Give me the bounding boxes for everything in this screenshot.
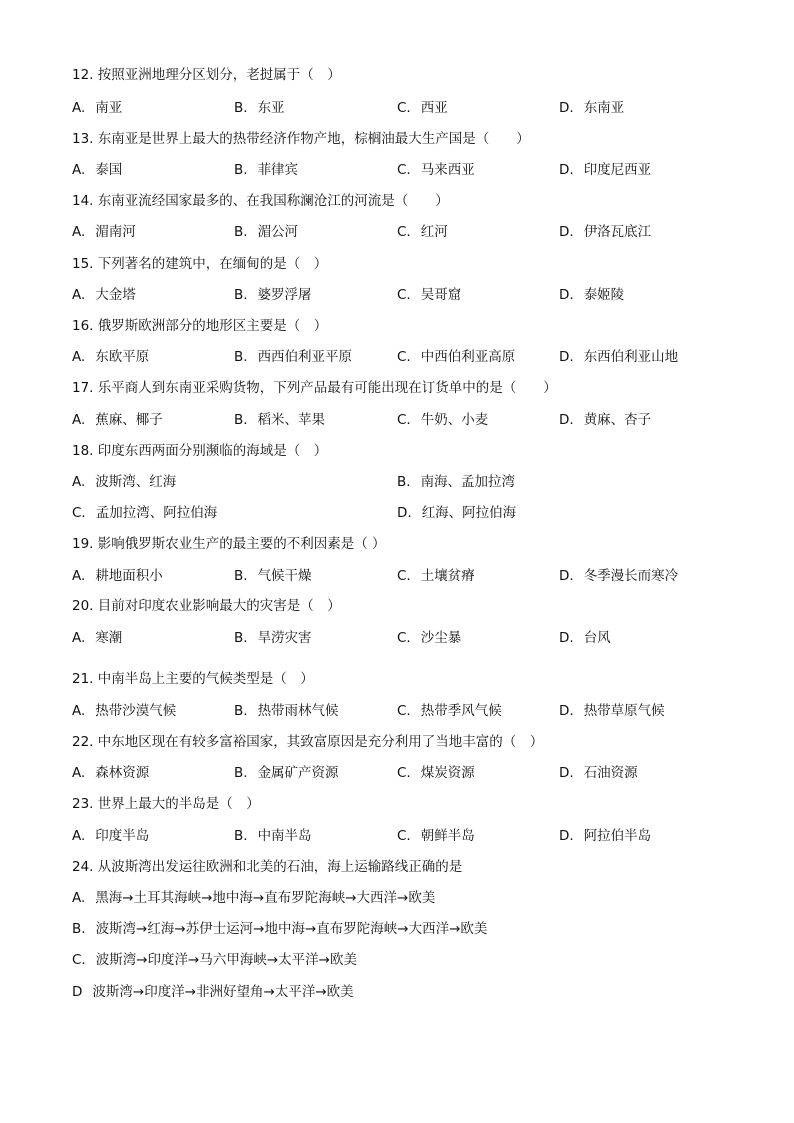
option-a: A. 大金塔	[72, 287, 136, 303]
option-a: A. 东欧平原	[72, 349, 150, 365]
question-19-options	[72, 567, 732, 585]
option-c: C. 红河	[397, 224, 448, 240]
question-20-options	[72, 629, 732, 647]
option-b: B. 稻米、苹果	[234, 412, 326, 428]
option-d: D. 阿拉伯半岛	[559, 828, 652, 844]
option-c: C. 吴哥窟	[397, 287, 462, 303]
question-20-stem: 20. 目前对印度农业影响最大的灾害是（ ）	[72, 598, 341, 614]
question-24-stem: 24. 从波斯湾出发运往欧洲和北美的石油，海上运输路线正确的是	[72, 859, 463, 875]
option-c: C. 朝鲜半岛	[397, 828, 475, 844]
option-a: A. 黑海→土耳其海峡→地中海→直布罗陀海峡→大西洋→欧美	[72, 890, 436, 906]
question-21-stem: 21. 中南半岛上主要的气候类型是（ ）	[72, 671, 314, 687]
option-a: A. 波斯湾、红海	[72, 474, 177, 490]
option-b: B. 热带雨林气候	[234, 703, 339, 719]
question-21-options	[72, 702, 732, 720]
option-a: A. 耕地面积小	[72, 568, 163, 584]
option-a: A. 南亚	[72, 100, 123, 116]
option-c: C. 西亚	[397, 100, 448, 116]
option-b: B. 湄公河	[234, 224, 299, 240]
option-d: D. 热带草原气候	[559, 703, 665, 719]
option-c: C. 孟加拉湾、阿拉伯海	[72, 505, 218, 521]
option-b: B. 菲律宾	[234, 162, 299, 178]
question-13-stem: 13. 东南亚是世界上最大的热带经济作物产地，棕榈油最大生产国是（ ）	[72, 131, 530, 147]
option-c: C. 煤炭资源	[397, 765, 475, 781]
question-19-stem: 19. 影响俄罗斯农业生产的最主要的不利因素是（ ）	[72, 536, 386, 552]
question-18-options-row-1	[72, 473, 732, 491]
question-23-stem: 23. 世界上最大的半岛是（ ）	[72, 796, 260, 812]
option-a: A. 热带沙漠气候	[72, 703, 177, 719]
option-b: B. 金属矿产资源	[234, 765, 339, 781]
question-13-options	[72, 161, 732, 179]
option-b: B. 东亚	[234, 100, 285, 116]
option-b: B. 南海、孟加拉湾	[397, 474, 516, 490]
question-18-stem: 18. 印度东西两面分别濒临的海域是（ ）	[72, 443, 328, 459]
option-d: D. 印度尼西亚	[559, 162, 652, 178]
option-a: A. 湄南河	[72, 224, 136, 240]
option-c: C. 中西伯利亚高原	[397, 349, 516, 365]
option-d: D. 冬季漫长而寒冷	[559, 568, 679, 584]
question-12-stem: 12. 按照亚洲地理分区划分，老挝属于（ ）	[72, 67, 341, 83]
option-c: C. 马来西亚	[397, 162, 475, 178]
question-15-stem: 15. 下列著名的建筑中，在缅甸的是（ ）	[72, 256, 328, 272]
option-d: D. 东南亚	[559, 100, 625, 116]
option-d: D. 石油资源	[559, 765, 638, 781]
option-c: C. 波斯湾→印度洋→马六甲海峡→太平洋→欧美	[72, 952, 357, 968]
option-d: D. 台风	[559, 630, 611, 646]
option-d: D. 泰姬陵	[559, 287, 625, 303]
option-d: D. 黄麻、杏子	[559, 412, 652, 428]
option-b: B. 中南半岛	[234, 828, 312, 844]
option-c: C. 土壤贫瘠	[397, 568, 475, 584]
option-b: B. 旱涝灾害	[234, 630, 312, 646]
question-22-options	[72, 764, 732, 782]
question-17-stem: 17. 乐平商人到东南亚采购货物，下列产品最有可能出现在订货单中的是（ ）	[72, 380, 557, 396]
question-16-options	[72, 348, 732, 366]
option-b: B. 婆罗浮屠	[234, 287, 312, 303]
option-b: B. 气候干燥	[234, 568, 312, 584]
option-a: A. 森林资源	[72, 765, 150, 781]
option-d: D. 红海、阿拉伯海	[397, 505, 517, 521]
option-b: B. 西西伯利亚平原	[234, 349, 353, 365]
option-b: B. 波斯湾→红海→苏伊士运河→地中海→直布罗陀海峡→大西洋→欧美	[72, 921, 488, 937]
option-c: C. 沙尘暴	[397, 630, 462, 646]
option-a: A. 泰国	[72, 162, 123, 178]
option-c: C. 热带季风气候	[397, 703, 502, 719]
question-12-options	[72, 99, 732, 117]
question-16-stem: 16. 俄罗斯欧洲部分的地形区主要是（ ）	[72, 318, 328, 334]
option-c: C. 牛奶、小麦	[397, 412, 489, 428]
option-a: A. 蕉麻、椰子	[72, 412, 163, 428]
question-15-options	[72, 286, 732, 304]
option-a: A. 寒潮	[72, 630, 123, 646]
option-d: D. 东西伯利亚山地	[559, 349, 679, 365]
option-d: D. 伊洛瓦底江	[559, 224, 652, 240]
option-a: A. 印度半岛	[72, 828, 150, 844]
question-18-options-row-2	[72, 504, 732, 522]
question-17-options	[72, 411, 732, 429]
question-22-stem: 22. 中东地区现在有较多富裕国家，其致富原因是充分利用了当地丰富的（ ）	[72, 734, 544, 750]
question-14-options	[72, 223, 732, 241]
question-23-options	[72, 827, 732, 845]
option-d: D 波斯湾→印度洋→非洲好望角→太平洋→欧美	[72, 984, 354, 1000]
question-14-stem: 14. 东南亚流经国家最多的、在我国称澜沧江的河流是（ ）	[72, 193, 449, 209]
